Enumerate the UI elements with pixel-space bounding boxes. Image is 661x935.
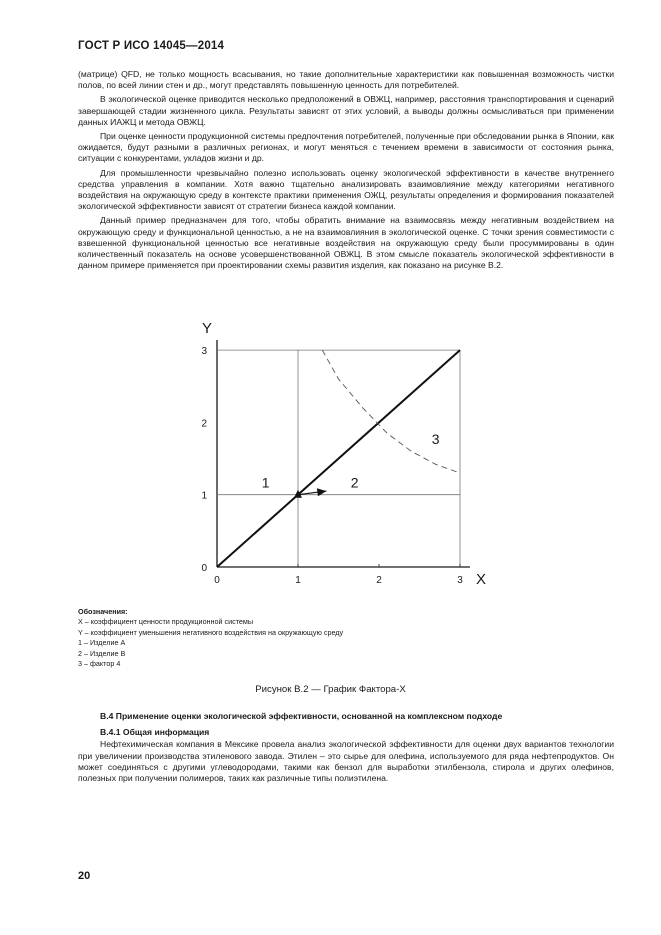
diagonal-line [217,350,460,567]
x-tick-label: 1 [295,575,301,586]
factor-x-chart [180,312,520,597]
paragraph: Данный пример предназначен для того, чтобы обратить внимание на взаимосвязь между негативным воздействием на окружающую среду и функциональной ценностью, а не на взаимовлияния в экологической оценке. С точки зрения совместимости с взвешенной функциональной ценностью все негативные воздействия на окружающую среду были просуммированы в один количественный показатель на основе усовершенствованной ОВЖЦ. В этом смысле показатель экологической эффективности в данном примере применяется при проектировании схемы развития изделия, как показано на рисунке В.2. [78,215,614,271]
legend-item: 3 – фактор 4 [78,659,121,669]
x-tick-label: 0 [214,575,220,586]
x-tick-label: 3 [457,575,463,586]
x-axis-label: X [476,571,487,588]
y-tick-label: 2 [201,418,207,430]
y-tick-label: 3 [201,346,207,358]
body-text [78,69,614,274]
legend-title: Обозначения: [78,607,128,616]
figure-caption: Рисунок В.2 — График Фактора-Х [255,684,406,695]
paragraph: Для промышленности чрезвычайно полезно использовать оценку экологической эффективности в качестве внутреннего средства управления в компании. Хотя важно тщательно анализировать взаимовлияние между категориями негативного воздействия на окружающую среду в контексте практики применения ОЖЦ, результаты определения и формирования показателей экологической эффективности зависят от стратегии бизнеса каждой компании. [78,167,614,212]
figure-legend [78,607,343,669]
paragraph: Нефтехимическая компания в Мексике провела анализ экологической эффективности для оценки двух вариантов технологии при увеличении производства этиленового завода. Этилен – это сырье для олефина, используемого для ряда нефтепродуктов. Он может соединяться с другими углеводородами, такими как бензол для выработки этилбензола, стирола и других олефинов, полезных при получении полимеров, таких как различные типы полиэтилена. [78,739,614,784]
subsection-heading: В.4.1 Общая информация [100,727,210,738]
y-tick-label: 1 [201,490,207,502]
page-number: 20 [78,870,91,882]
region-label-2: 2 [350,474,359,491]
legend-item: 2 – Изделие В [78,648,126,658]
paragraph: В экологической оценке приводится несколько предположений в ОВЖЦ, например, расстояния транспортирования и сценарий завершающей стадии жизненного цикла. Результаты зависят от этих условий, а выводы должны осмысливаться при применении данных ИАЖЦ и метода ОВЖЦ. [78,94,614,127]
y-axis-label: Y [202,320,213,337]
legend-item: X – коэффициент ценности продукционной системы [78,617,254,627]
paragraph: (матрице) QFD, не только мощность всасывания, но такие дополнительные характеристики как повышенная возможность чистки полов, по всей линии стен и др., могут представлять повышенную ценность для потребителей. [78,69,614,91]
section-heading: В.4 Применение оценки экологической эффективности, основанной на комплексном подходе [100,711,503,721]
region-label-1: 1 [261,474,270,491]
x-tick-label: 2 [376,575,382,586]
document-header: ГОСТ Р ИСО 14045—2014 [78,40,225,52]
region-label-3: 3 [431,431,440,448]
legend-item: 1 – Изделие А [78,638,126,648]
section-b4 [78,711,614,784]
paragraph: При оценке ценности продукционной системы предпочтения потребителей, полученные при обследовании рынка в Японии, как ожидается, будут разными в различных регионах, и могут меняться с течением времени в зависимости от состояния рынка, ситуации с конкурентами, укладов жизни и др. [78,131,614,164]
legend-item: Y – коэффициент уменьшения негативного воздействия на окружающую среду [78,627,344,637]
y-tick-label: 0 [201,563,207,574]
